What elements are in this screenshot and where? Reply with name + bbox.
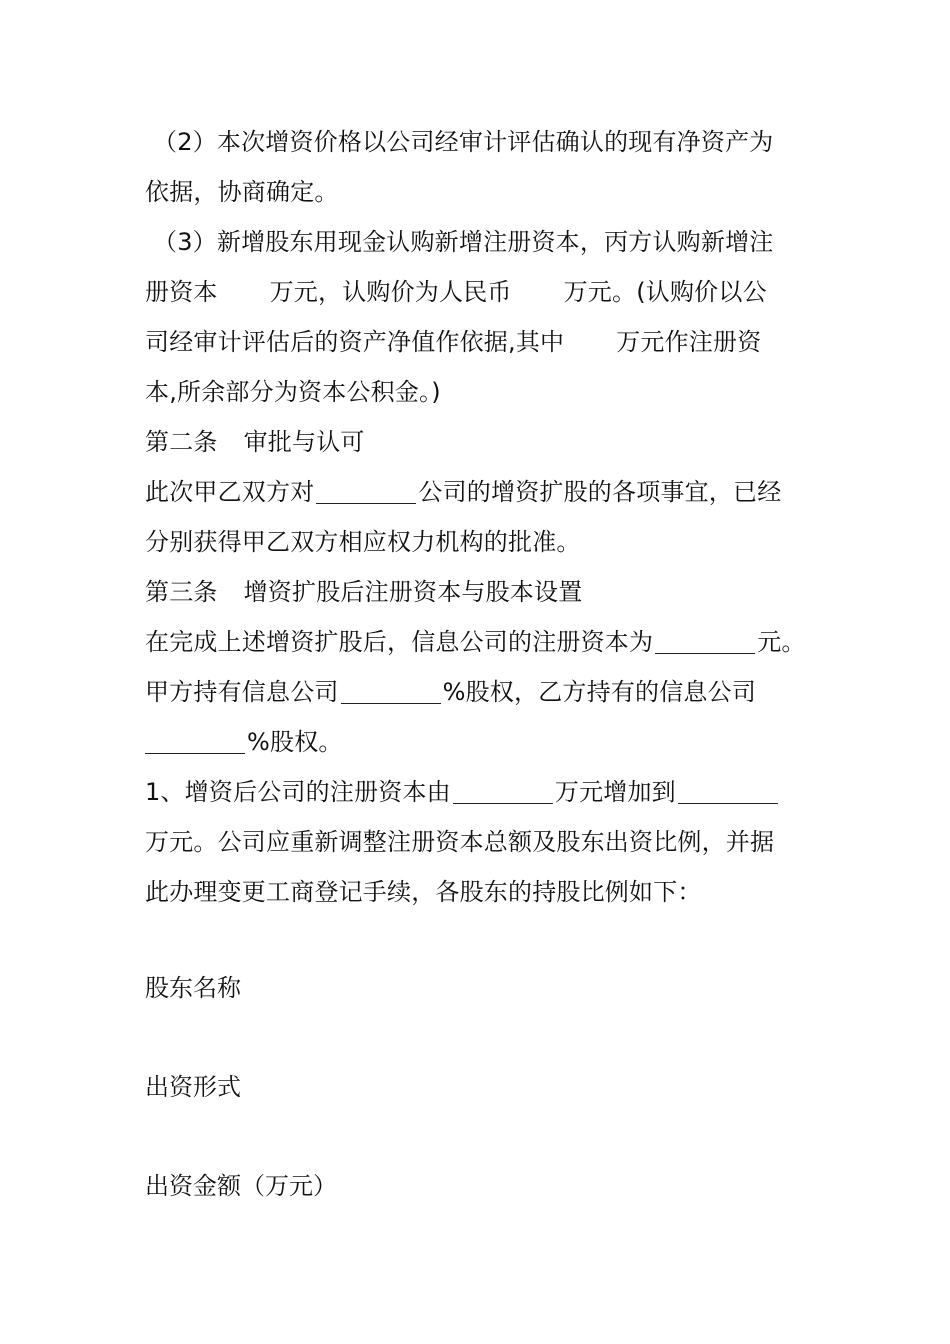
article-number: 第三条	[145, 578, 218, 606]
item-1-line-1	[145, 767, 815, 817]
article-title: 审批与认可	[243, 428, 365, 456]
item-text: 1、增资后公司的注册资本由	[145, 778, 451, 806]
article-2-heading	[145, 417, 815, 467]
document-body	[145, 117, 815, 917]
article-text: 公司的增资扩股的各项事宜，已经	[418, 478, 782, 506]
article-text: %股权，乙方持有的信息公司	[442, 678, 757, 706]
fill-blank[interactable]	[316, 473, 416, 504]
p3-text: 司经审计评估后的资产净值作依据,其中	[145, 328, 565, 356]
p2-line-2: 依据，协商确定。	[145, 178, 339, 206]
fill-blank[interactable]	[341, 673, 441, 704]
article-2-line-1	[145, 467, 815, 517]
table-header-contribution-form: 出资形式	[145, 1073, 241, 1101]
item-1-line-2: 万元。公司应重新调整注册资本总额及股东出资比例，并据	[145, 828, 775, 856]
p3-text: 万元作注册资	[616, 328, 762, 356]
fill-blank[interactable]	[453, 773, 553, 804]
p3-text: 万元，认购价为人民币	[269, 278, 512, 306]
article-3-line-3	[145, 717, 815, 767]
p3-text: 册资本	[145, 278, 218, 306]
article-3-heading	[145, 567, 815, 617]
p3-line-2	[145, 267, 815, 317]
p3-line-3	[145, 317, 815, 367]
p3-line-1: （3）新增股东用现金认购新增注册资本，丙方认购新增注	[153, 228, 774, 256]
article-number: 第二条	[145, 428, 218, 456]
table-header-shareholder-name: 股东名称	[145, 974, 241, 1002]
article-text: 甲方持有信息公司	[145, 678, 339, 706]
article-3-line-2	[145, 667, 815, 717]
article-text: 在完成上述增资扩股后，信息公司的注册资本为	[145, 628, 654, 656]
item-text: 万元增加到	[554, 778, 676, 806]
p3-text: 万元。(认购价以公	[563, 278, 767, 306]
fill-blank[interactable]	[655, 623, 755, 654]
table-header-contribution-amount: 出资金额（万元）	[145, 1172, 337, 1200]
fill-blank[interactable]	[678, 773, 778, 804]
article-text: %股权。	[247, 728, 343, 756]
p2-line-1: （2）本次增资价格以公司经审计评估确认的现有净资产为	[153, 128, 774, 156]
article-2-line-2: 分别获得甲乙双方相应权力机构的批准。	[145, 528, 581, 556]
article-3-line-1	[145, 617, 815, 667]
article-text: 此次甲乙双方对	[145, 478, 315, 506]
article-title: 增资扩股后注册资本与股本设置	[243, 578, 583, 606]
item-1-line-3: 此办理变更工商登记手续，各股东的持股比例如下：	[145, 878, 702, 906]
p3-line-4: 本,所余部分为资本公积金。)	[145, 378, 441, 406]
fill-blank[interactable]	[145, 723, 245, 754]
article-text: 元。	[757, 628, 806, 656]
